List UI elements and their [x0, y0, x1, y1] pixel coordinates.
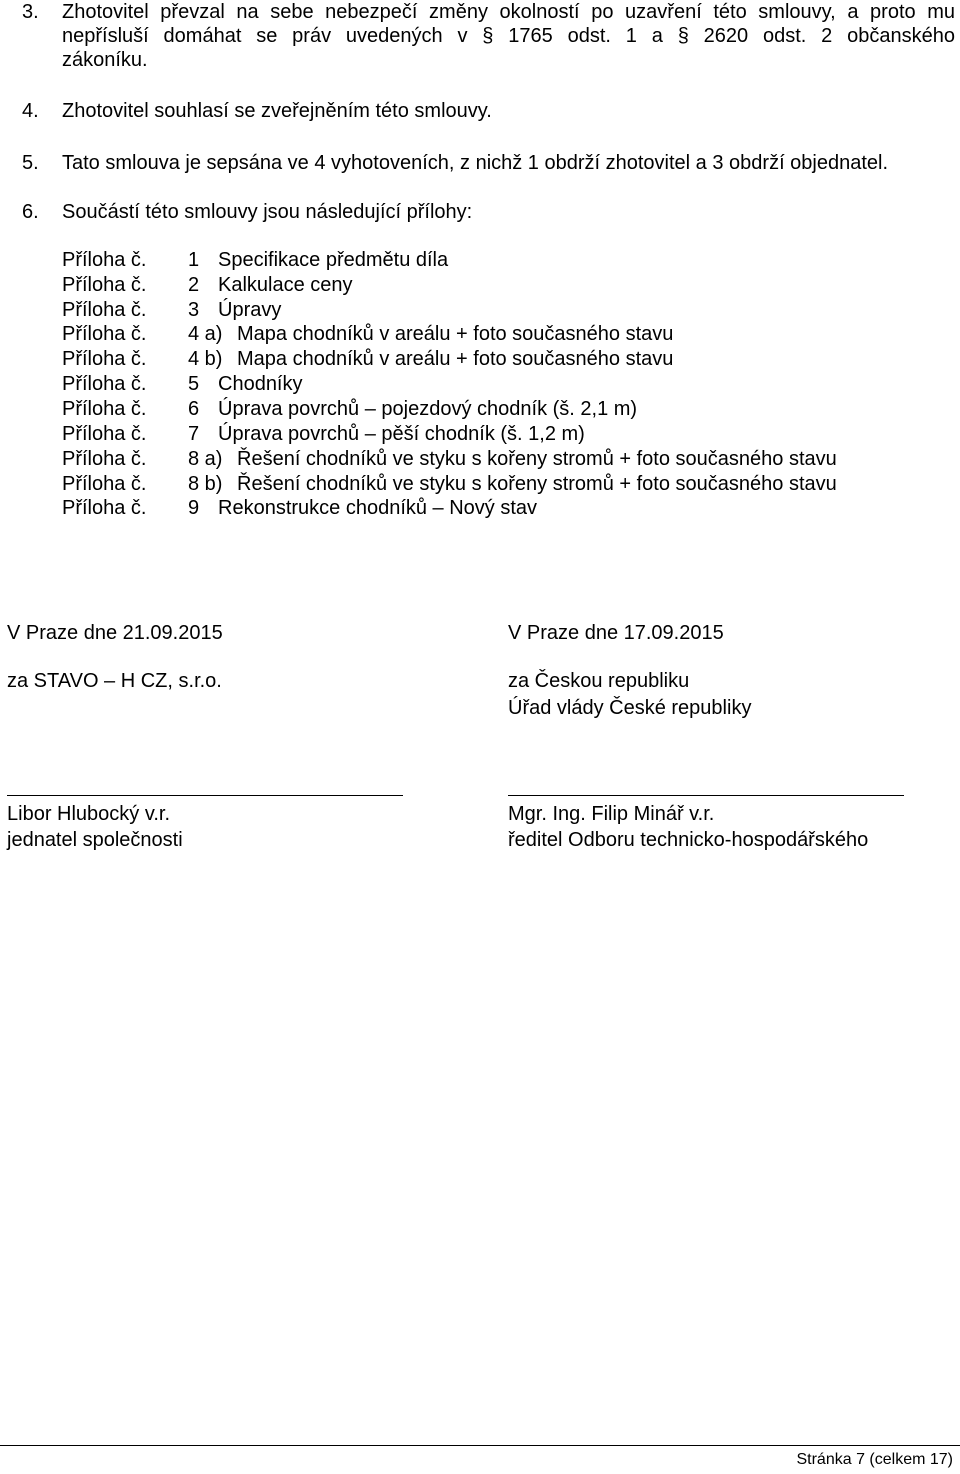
attachment-number: 1 — [188, 249, 200, 271]
attachment-title: Chodníky — [218, 373, 303, 395]
clause-text-line: Tato smlouva je sepsána ve 4 vyhotoveních, z nichž 1 obdrží zhotovitel a 3 obdrží objednatel. — [62, 152, 889, 174]
attachment-number: 2 — [188, 274, 200, 296]
attachment-prefix: Příloha č. — [62, 299, 147, 321]
signature-line — [508, 795, 904, 796]
attachment-item — [62, 347, 673, 371]
signatory-name: Mgr. Ing. Filip Minář v.r. — [508, 803, 715, 825]
attachment-prefix: Příloha č. — [62, 448, 147, 470]
attachment-item — [62, 447, 837, 471]
attachment-title: Specifikace předmětu díla — [218, 249, 449, 271]
clause-text-line: Zhotovitel souhlasí se zveřejněním této smlouvy. — [62, 100, 492, 122]
attachment-number: 4 a) — [188, 323, 223, 345]
attachment-number: 6 — [188, 398, 200, 420]
attachment-prefix: Příloha č. — [62, 373, 147, 395]
clause-text-line: nepřísluší domáhat se práv uvedených v § 1765 odst. 1 a § 2620 odst. 2 občanského — [62, 25, 955, 47]
attachment-prefix: Příloha č. — [62, 323, 147, 345]
attachment-item — [62, 322, 673, 346]
attachment-title: Úprava povrchů – pojezdový chodník (š. 2,1 m) — [218, 398, 638, 420]
signature-date: V Praze dne 21.09.2015 — [7, 622, 223, 644]
footer-rule — [0, 1445, 960, 1446]
attachment-item — [62, 248, 448, 272]
attachment-number: 7 — [188, 423, 200, 445]
clause-text-line: zákoníku. — [62, 49, 148, 71]
attachment-number: 4 b) — [188, 348, 223, 370]
attachment-prefix: Příloha č. — [62, 398, 147, 420]
attachment-item — [62, 397, 637, 421]
clause-number: 3. — [22, 1, 39, 23]
attachment-title: Mapa chodníků v areálu + foto současného stavu — [237, 323, 674, 345]
clause-text-line: Součástí této smlouvy jsou následující přílohy: — [62, 201, 473, 223]
clause-number: 4. — [22, 100, 39, 122]
attachment-prefix: Příloha č. — [62, 274, 147, 296]
attachment-prefix: Příloha č. — [62, 249, 147, 271]
attachment-title: Řešení chodníků ve styku s kořeny stromů + foto současného stavu — [237, 473, 837, 495]
attachment-number: 8 b) — [188, 473, 223, 495]
attachment-title: Úpravy — [218, 299, 282, 321]
signatory-name: Libor Hlubocký v.r. — [7, 803, 171, 825]
attachment-title: Kalkulace ceny — [218, 274, 353, 296]
attachment-prefix: Příloha č. — [62, 348, 147, 370]
signature-party-office: Úřad vlády České republiky — [508, 697, 752, 719]
attachment-title: Rekonstrukce chodníků – Nový stav — [218, 497, 538, 519]
attachment-item — [62, 422, 585, 446]
signatory-role: ředitel Odboru technicko-hospodářského — [508, 829, 869, 851]
attachment-item — [62, 298, 281, 322]
page-number: Stránka 7 (celkem 17) — [796, 1451, 953, 1468]
attachment-item — [62, 496, 537, 520]
attachment-number: 3 — [188, 299, 200, 321]
attachment-title: Mapa chodníků v areálu + foto současného stavu — [237, 348, 674, 370]
attachment-number: 8 a) — [188, 448, 223, 470]
attachment-title: Úprava povrchů – pěší chodník (š. 1,2 m) — [218, 423, 585, 445]
attachment-title: Řešení chodníků ve styku s kořeny stromů + foto současného stavu — [237, 448, 837, 470]
clause-text-line: Zhotovitel převzal na sebe nebezpečí změny okolností po uzavření této smlouvy, a proto mu — [62, 1, 955, 23]
attachment-item — [62, 372, 303, 396]
clause-number: 6. — [22, 201, 39, 223]
signature-line — [7, 795, 403, 796]
signature-party: za Českou republiku — [508, 670, 690, 692]
attachment-number: 9 — [188, 497, 200, 519]
attachment-prefix: Příloha č. — [62, 497, 147, 519]
clause-number: 5. — [22, 152, 39, 174]
signatory-role: jednatel společnosti — [7, 829, 183, 851]
signature-date: V Praze dne 17.09.2015 — [508, 622, 724, 644]
attachment-prefix: Příloha č. — [62, 473, 147, 495]
signature-party: za STAVO – H CZ, s.r.o. — [7, 670, 222, 692]
attachment-prefix: Příloha č. — [62, 423, 147, 445]
attachment-item — [62, 472, 837, 496]
attachment-item — [62, 273, 353, 297]
attachment-number: 5 — [188, 373, 200, 395]
